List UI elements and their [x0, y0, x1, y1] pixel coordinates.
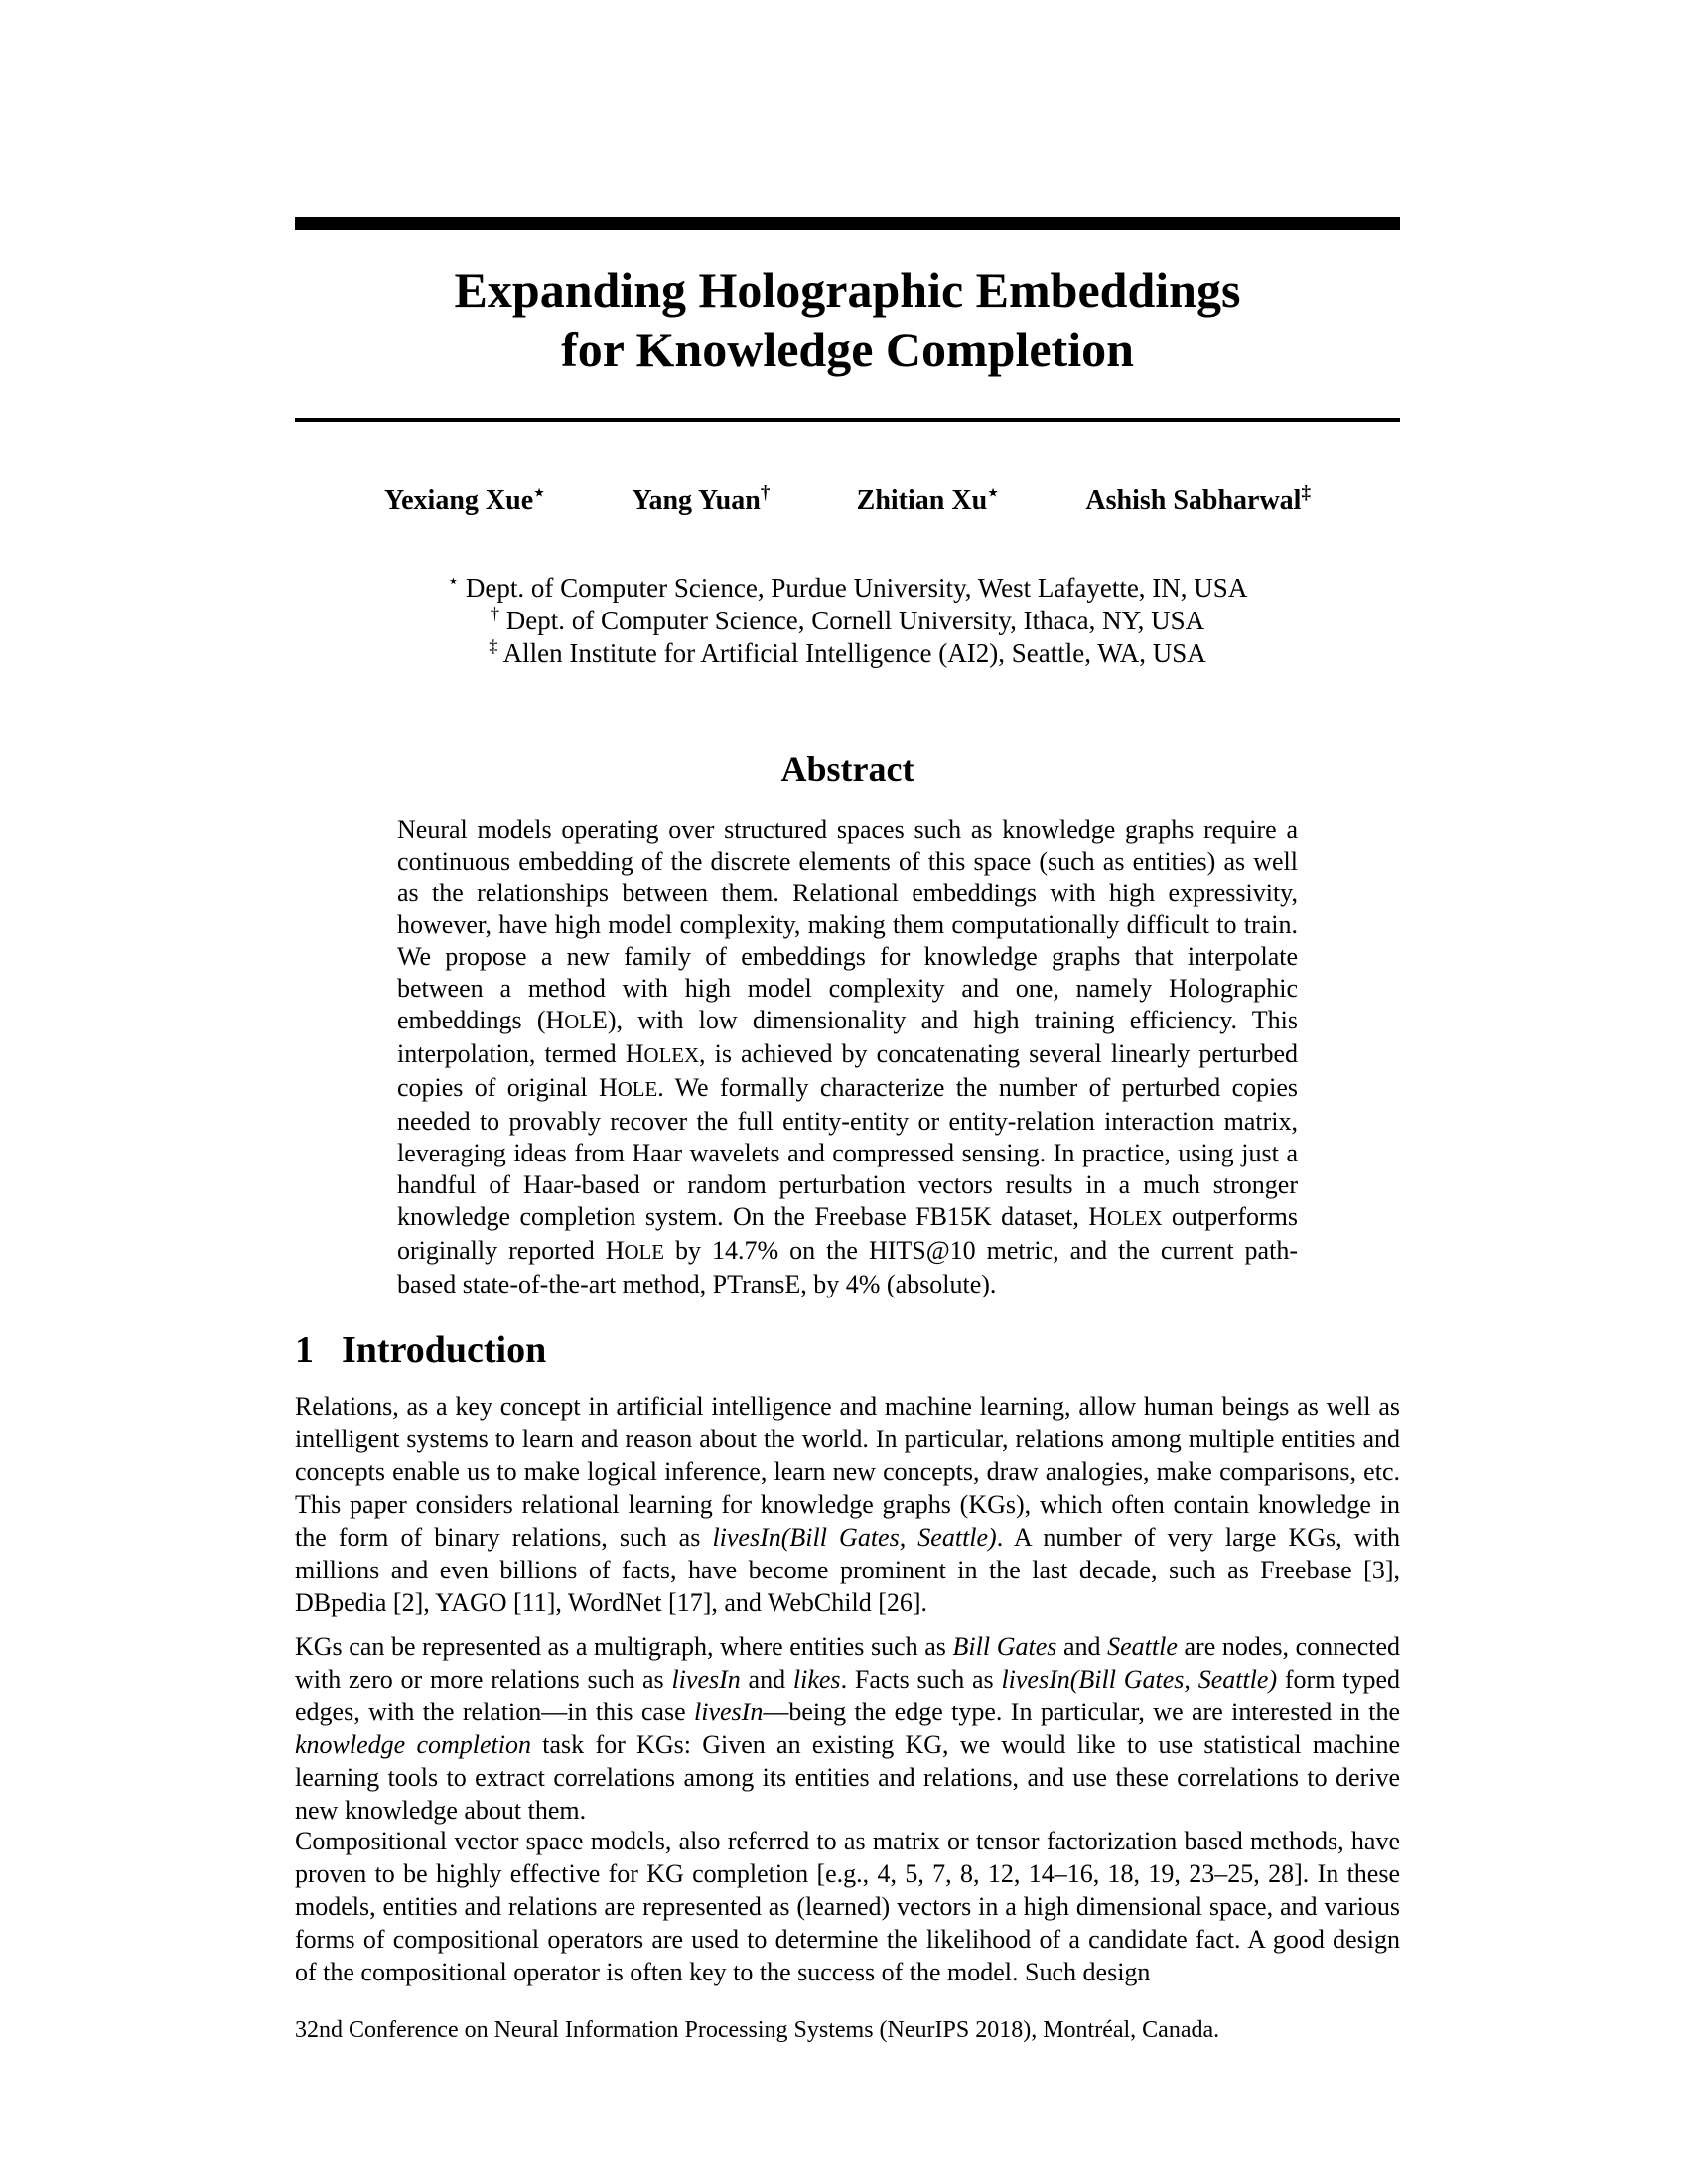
affiliation-purdue — [295, 572, 1400, 605]
affiliation-mark: ‡ — [489, 636, 498, 656]
affiliation-text: Dept. of Computer Science, Purdue University, West Lafayette, IN, USA — [459, 573, 1248, 603]
author-zhitian-xu — [857, 484, 999, 518]
intro-paragraph-3: Compositional vector space models, also referred to as matrix or tensor factorization based methods, have proven to be highly effective for KG completion [e.g., 4, 5, 7, 8, 12, 14–16, 18, 19, 23–25, 28]. In these models, entities and relations are represented as (learned) vectors in a high dimensional space, and various forms of compositional operators are used to determine the likelihood of a candidate fact. A good design of the compositional operator is often key to the success of the model. Such design — [295, 1827, 1400, 1986]
paper-title-line-1: Expanding Holographic Embeddings — [454, 262, 1241, 318]
affiliation-list — [295, 572, 1400, 670]
affiliation-text: Allen Institute for Artificial Intelligence (AI2), Seattle, WA, USA — [497, 638, 1206, 668]
section-title: Introduction — [342, 1329, 547, 1371]
author-name: Ashish Sabharwal — [1085, 485, 1302, 516]
paper-title — [295, 260, 1400, 379]
author-mark: ‡ — [1301, 482, 1311, 504]
author-mark: † — [760, 482, 771, 504]
author-name: Zhitian Xu — [856, 485, 988, 516]
author-yang-yuan — [632, 484, 770, 518]
intro-paragraph-1: Relations, as a key concept in artificial intelligence and machine learning, allow human beings as well as intelligent systems to learn and reason about the world. In particular, relations among multiple entities and concepts enable us to make logical inference, learn new concepts, draw analogies, make comparisons, etc. This paper considers relational learning for knowledge graphs (KGs), which often contain knowledge in the form of binary relations, such as livesIn(Bill Gates, Seattle). A number of very large KGs, with millions and even billions of facts, have become prominent in the last decade, such as Freebase [3], DBpedia [2], YAGO [11], WordNet [17], and WebChild [26]. — [295, 1392, 1400, 1617]
author-row — [295, 484, 1400, 518]
author-name: Yexiang Xue — [384, 485, 534, 516]
title-rule-bottom — [295, 418, 1400, 422]
title-rule-top — [295, 217, 1400, 230]
section-heading-introduction — [295, 1328, 1400, 1372]
affiliation-mark: ⋆ — [447, 571, 460, 591]
section-number: 1 — [295, 1329, 314, 1371]
affiliation-text: Dept. of Computer Science, Cornell University, Ithaca, NY, USA — [499, 606, 1205, 635]
abstract-heading: Abstract — [780, 750, 914, 789]
affiliation-mark: † — [490, 604, 500, 623]
intro-paragraph-2: KGs can be represented as a multigraph, where entities such as Bill Gates and Seattle are nodes, connected with zero or more relations such as livesIn and likes. Facts such as livesIn(Bill Gates, Seattle) form typed edges, with the relation—in this case livesIn—being the edge type. In particular, we are interested in the knowledge completion task for KGs: Given an existing KG, we would like to use statistical machine learning tools to extract correlations among its entities and relations, and use these correlations to derive new knowledge about them. — [295, 1632, 1400, 1825]
conference-footer: 32nd Conference on Neural Information Processing Systems (NeurIPS 2018), Montréal, Canada. — [295, 2017, 1220, 2043]
affiliation-ai2 — [295, 637, 1400, 670]
author-yexiang-xue — [384, 484, 545, 518]
paper-title-line-2: for Knowledge Completion — [561, 322, 1134, 377]
author-name: Yang Yuan — [632, 485, 761, 516]
abstract-text: Neural models operating over structured spaces such as knowledge graphs require a continuous embedding of the discrete elements of this space (such as entities) as well as the relationships between them. Relational embeddings with high expressivity, however, have high model complexity, making them computationally difficult to train. We propose a new family of embeddings for knowledge graphs that interpolate between a method with high model complexity and one, namely Holographic embeddings (HOLE), with low dimensionality and high training efficiency. This interpolation, termed HOLEX, is achieved by concatenating several linearly perturbed copies of original HOLE. We formally characterize the number of perturbed copies needed to provably recover the full entity-entity or entity-relation interaction matrix, leveraging ideas from Haar wavelets and compressed sensing. In practice, using just a handful of Haar-based or random perturbation vectors results in a much stronger knowledge completion system. On the Freebase FB15K dataset, HOLEX outperforms originally reported HOLE by 14.7% on the HITS@10 metric, and the current path-based state-of-the-art method, PTransE, by 4% (absolute). — [397, 815, 1298, 1298]
author-mark: ⋆ — [987, 482, 1000, 504]
paper-content-column — [295, 0, 1400, 2184]
author-mark: ⋆ — [533, 482, 546, 504]
author-ashish-sabharwal — [1085, 484, 1311, 518]
affiliation-cornell — [295, 605, 1400, 637]
